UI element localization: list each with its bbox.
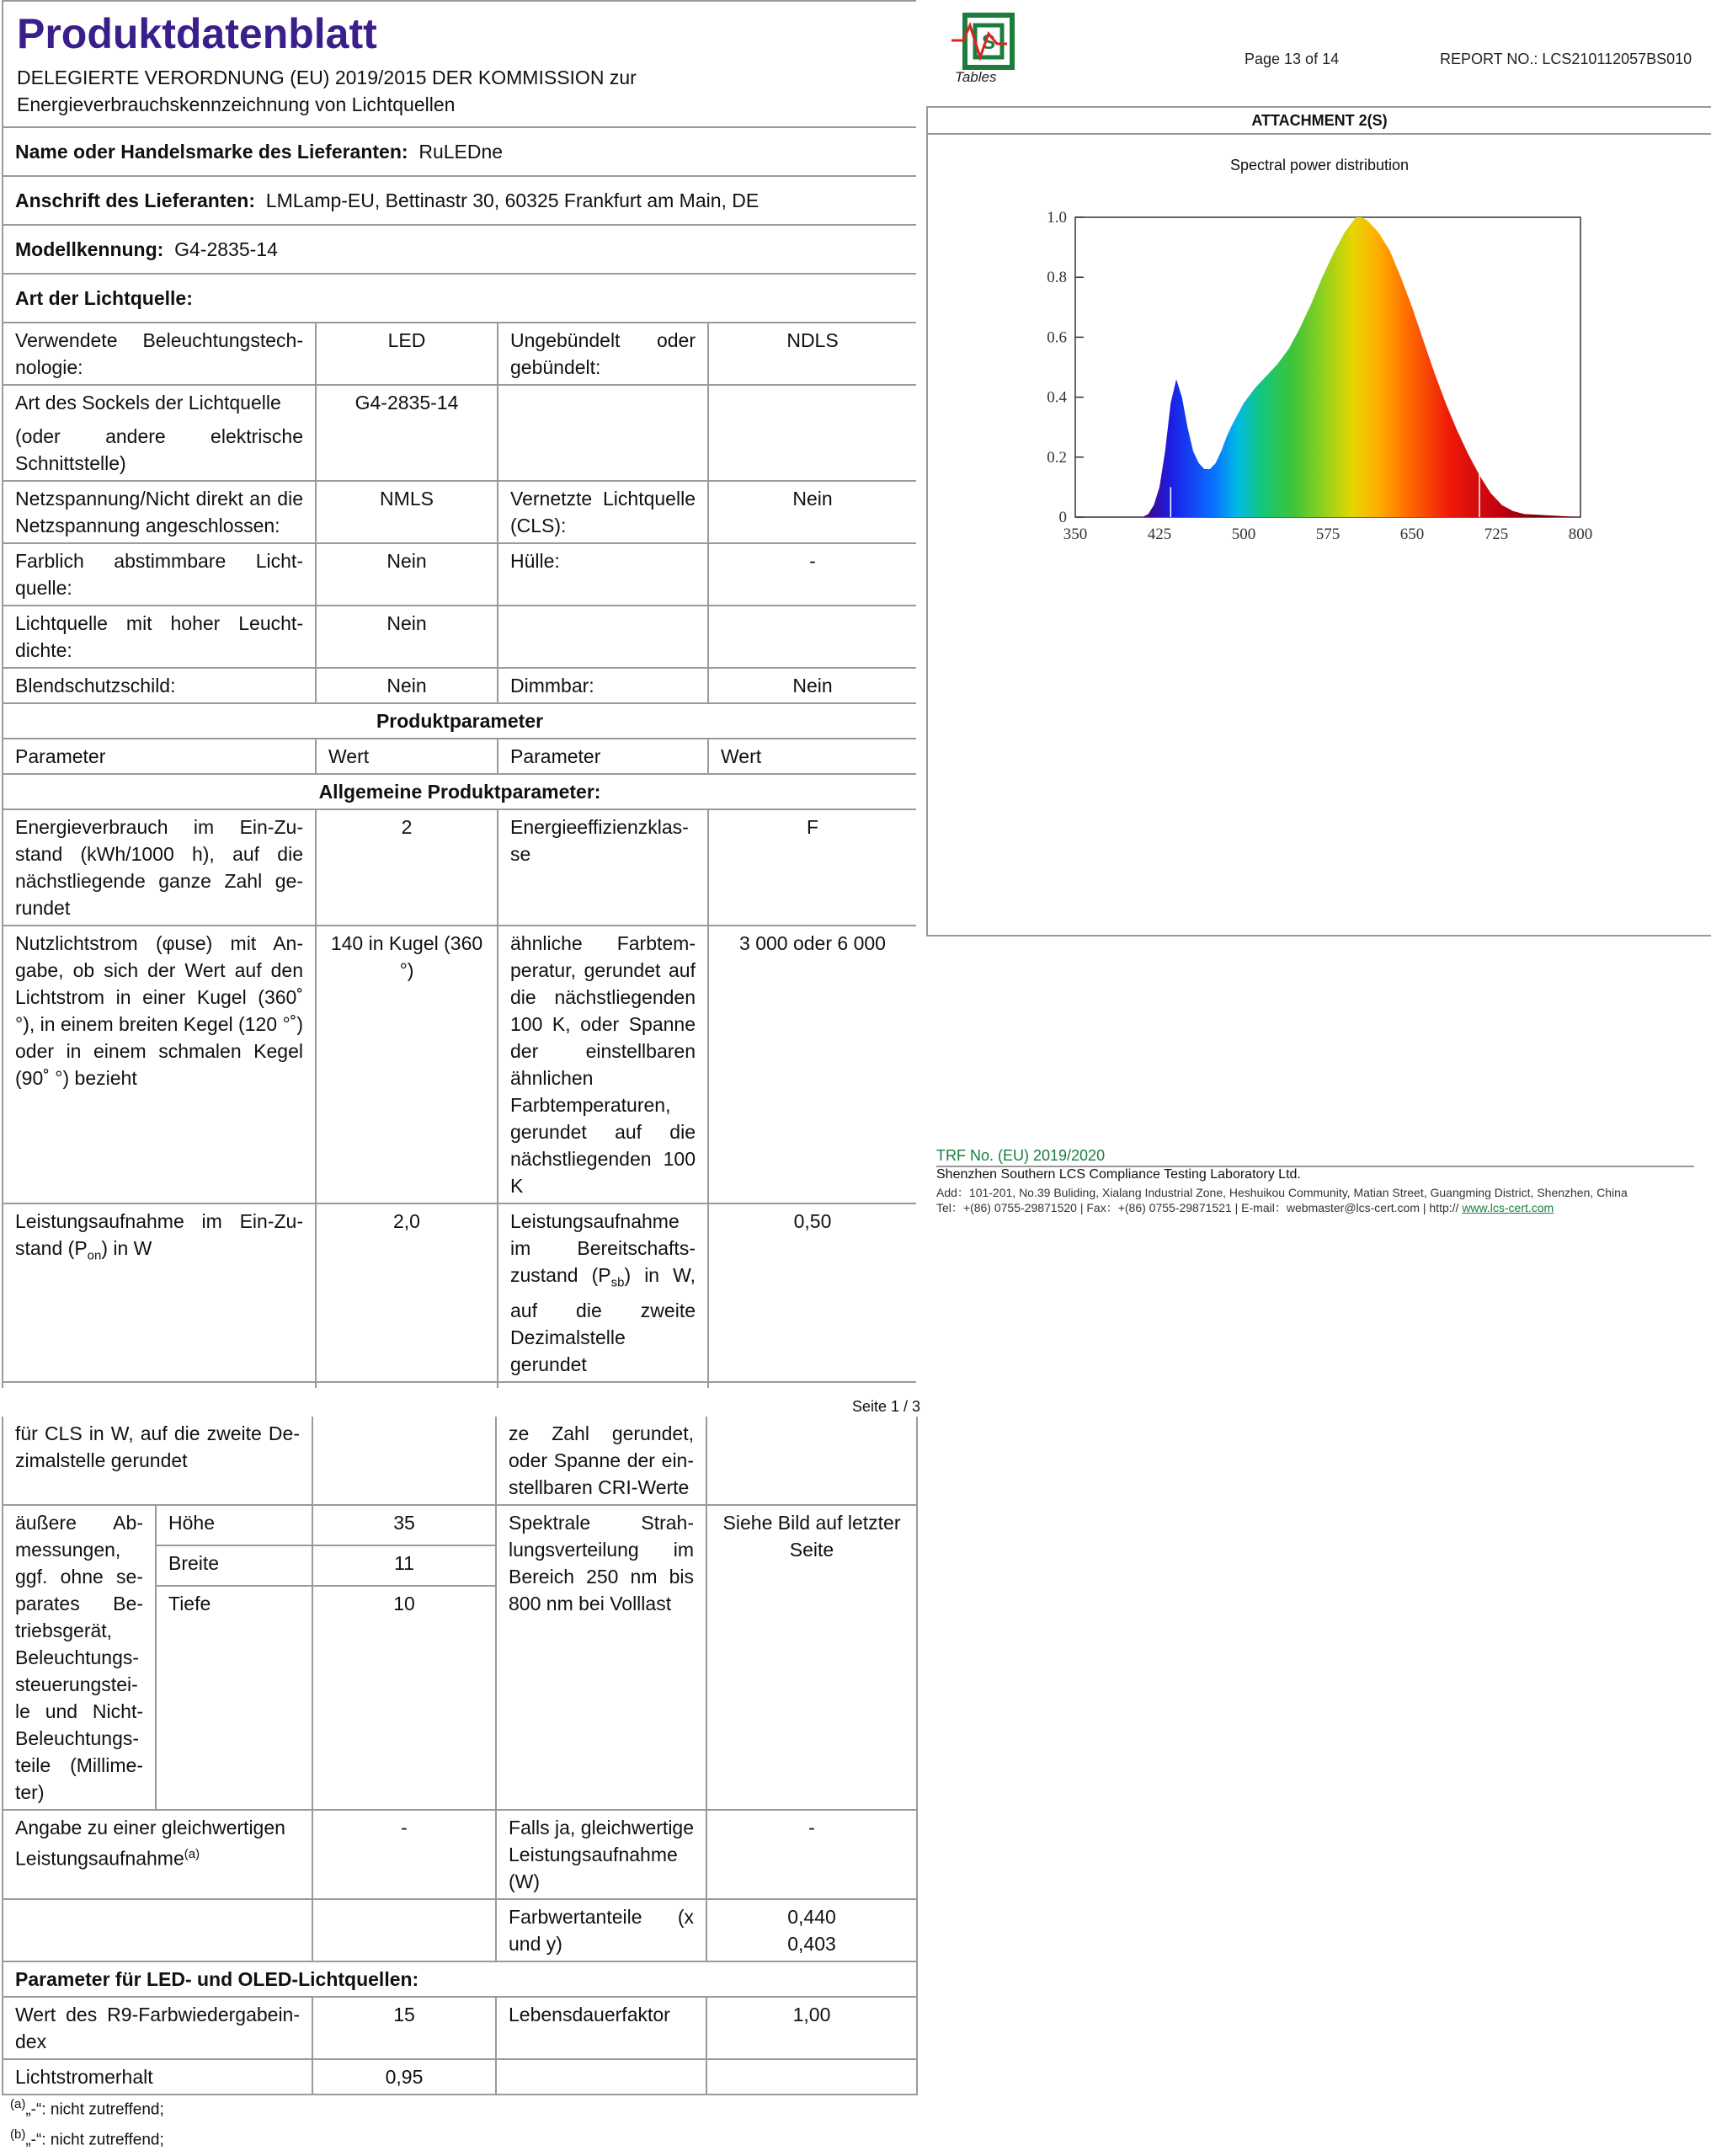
x-tick-425: 425	[1147, 526, 1172, 543]
depth-label: Tiefe	[156, 1586, 312, 1810]
report-number: REPORT NO.: LCS210112057BS010	[1440, 51, 1692, 67]
empty-cell	[708, 385, 916, 481]
x-tick-725: 725	[1484, 526, 1509, 543]
y-tick-0.2: 0.2	[1047, 448, 1067, 467]
tech-label: Verwendete Beleuchtungstechnologie:	[3, 323, 316, 385]
empty-cell	[312, 1417, 496, 1505]
lab-address: Add：101-201, No.39 Buliding, Xialang Industrial Zone, Heshuikou Community, Matian Street, Guangming District, Shenzhen, China	[936, 1186, 1628, 1199]
subtitle-line-1: DELEGIERTE VERORDNUNG (EU) 2019/2015 DER KOMMISSION zur	[17, 67, 637, 88]
spectrum-area	[1075, 217, 1580, 517]
light-type-label: Art der Lichtquelle:	[3, 274, 916, 323]
energy-class-value: F	[708, 809, 916, 926]
pnet-label	[3, 1382, 316, 1388]
width-value: 11	[312, 1545, 496, 1586]
supplier-address-value: LMLamp-EU, Bettinastr 30, 60325 Frankfurt am Main, DE	[265, 189, 760, 211]
model-value: G4-2835-14	[174, 238, 278, 260]
logo-caption: Tables	[955, 69, 997, 85]
model-row	[3, 225, 916, 274]
attachment-title: ATTACHMENT 2(S)	[928, 108, 1711, 135]
supplier-name-row	[3, 127, 916, 176]
cct-label: ähnliche Farbtemperatur, gerundet auf die nächstliegenden 100 K, oder Spanne der einstellbaren ähnlichen Farbtemperaturen, gerundet auf die nächstliegenden 100 K	[498, 926, 708, 1203]
bundled-label: Ungebündelt oder gebündelt:	[498, 323, 708, 385]
dimmable-label: Dimmbar:	[498, 668, 708, 703]
header-cell	[3, 1, 916, 127]
r9-label: Wert des R9-Farbwiedergabeindex	[3, 1997, 312, 2059]
empty-cell	[708, 606, 916, 668]
tech-value: LED	[316, 323, 498, 385]
datasheet-table-1	[2, 0, 916, 1388]
footnote-a-mark: (a)	[10, 2097, 26, 2111]
bundled-value: NDLS	[708, 323, 916, 385]
report-page: Page 13 of 14	[1245, 51, 1340, 67]
x-tick-650: 650	[1399, 526, 1425, 543]
footnote-b-mark: (b)	[10, 2127, 26, 2142]
led-params-title: Parameter für LED- und OLED-Lichtquellen:	[3, 1961, 917, 1997]
col-header-param: Parameter	[3, 739, 316, 774]
equiv-value: -	[312, 1810, 496, 1899]
pon-value: 2,0	[316, 1203, 498, 1382]
cls-value: Nein	[708, 481, 916, 543]
x-tick-350: 350	[1063, 526, 1088, 543]
empty-cell	[706, 2059, 917, 2095]
spectral-chart	[928, 200, 1711, 672]
supplier-name-label: Name oder Handelsmarke des Lieferanten:	[15, 141, 408, 163]
col-header-value-2: Wert	[708, 739, 916, 774]
mains-label: Netzspannung/Nicht direkt an die Netzspannung angeschlossen:	[3, 481, 316, 543]
pnet-label-cont: für CLS in W, auf die zweite Dezimalstelle gerundet	[3, 1417, 312, 1505]
trf-number: TRF No. (EU) 2019/2020	[936, 1147, 1106, 1164]
chroma-label: Farbwertanteile (x und y)	[496, 1899, 706, 1961]
x-tick-575: 575	[1315, 526, 1341, 543]
pon-label-text: Leistungsaufnahme im Ein-Zustand (P	[15, 1210, 303, 1259]
r9-value: 15	[312, 1997, 496, 2059]
footnote-a-text: „-“: nicht zutreffend;	[25, 2100, 164, 2119]
supplier-address-row	[3, 176, 916, 225]
lab-contact-text: Tel：+(86) 0755-29871520 | Fax：+(86) 0755-29871521 | E-mail：webmaster@lcs-cert.com | http://	[936, 1201, 1459, 1214]
datasheet-page-2	[2, 1417, 916, 2090]
lifetime-value: 1,00	[706, 1997, 917, 2059]
empty-cell	[498, 606, 708, 668]
equiv-label-sup: (a)	[184, 1847, 200, 1861]
equiv-label-text: Angabe zu einer gleichwertigen Leistungsaufnahme	[15, 1817, 285, 1870]
high-luminance-label: Lichtquelle mit hoher Leuchtdichte:	[3, 606, 316, 668]
product-params-title: Produktparameter	[3, 703, 916, 739]
energy-class-label: Energieeffizienzklasse	[498, 809, 708, 926]
datasheet-table-2	[2, 1417, 918, 2095]
footnote-a	[10, 2097, 164, 2119]
y-tick-0.8: 0.8	[1047, 269, 1067, 287]
cri-label-cont: ze Zahl gerundet, oder Spanne der einstellbaren CRI-Werte	[496, 1417, 706, 1505]
lab-name: Shenzhen Southern LCS Compliance Testing Laboratory Ltd.	[936, 1167, 1301, 1182]
chroma-value	[706, 1899, 917, 1961]
depth-value: 10	[312, 1586, 496, 1810]
col-header-param-2: Parameter	[498, 739, 708, 774]
x-tick-800: 800	[1568, 526, 1593, 543]
energy-value: 2	[316, 809, 498, 926]
chroma-x: 0,440	[787, 1906, 836, 1928]
flux-label: Nutzlichtstrom (φuse) mit Angabe, ob sich der Wert auf den Lichtstrom in einer Kugel (360˚ °), in einem breiten Kegel (120 °˚) oder in einem schmalen Kegel (90˚ °) bezieht	[3, 926, 316, 1203]
col-header-value: Wert	[316, 739, 498, 774]
mains-value: NMLS	[316, 481, 498, 543]
y-axis-ticks	[1047, 209, 1084, 526]
svg-text:S: S	[981, 31, 996, 54]
supplier-name-value: RuLEDne	[418, 141, 504, 163]
height-value: 35	[312, 1505, 496, 1545]
maintenance-label: Lichtstromerhalt	[3, 2059, 312, 2095]
y-tick-0.4: 0.4	[1047, 388, 1067, 407]
socket-label: Art des Sockels der Lichtquelle	[15, 392, 281, 414]
model-label: Modellkennung:	[15, 238, 164, 260]
pon-label-sub: on	[87, 1248, 102, 1263]
psb-label-sub: sb	[610, 1275, 625, 1290]
spd-value: Siehe Bild auf letzter Seite	[706, 1505, 917, 1810]
pon-label	[3, 1203, 316, 1382]
equiv-w-label: Falls ja, gleichwertige Leistungsaufnahme (W)	[496, 1810, 706, 1899]
width-label: Breite	[156, 1545, 312, 1586]
tunable-value: Nein	[316, 543, 498, 606]
energy-label: Energieverbrauch im Ein-Zustand (kWh/1000 h), auf die nächstliegende ganze Zahl gerundet	[3, 809, 316, 926]
psb-value: 0,50	[708, 1203, 916, 1382]
lifetime-label: Lebensdauerfaktor	[496, 1997, 706, 2059]
subtitle-line-2: Energieverbrauchskennzeichnung von Lichtquellen	[17, 93, 456, 115]
x-axis-ticks	[1063, 526, 1593, 543]
chroma-y: 0,403	[787, 1933, 836, 1955]
dims-label: äußere Abmessungen, ggf. ohne separates Betriebsgerät, Beleuchtungssteuerungsteile und Nicht-Beleuchtungsteile (Millimeter)	[3, 1505, 156, 1810]
equiv-w-value: -	[706, 1810, 917, 1899]
psb-label-end: ) in W, auf die zweite Dezimalstelle gerundet	[510, 1264, 696, 1375]
equiv-label	[3, 1810, 312, 1899]
footnote-b-text: „-“: nicht zutreffend;	[25, 2131, 164, 2149]
cri-label	[498, 1382, 708, 1388]
empty-cell	[498, 385, 708, 481]
y-tick-0.6: 0.6	[1047, 328, 1067, 347]
chart-title: Spectral power distribution	[1229, 157, 1410, 173]
lab-contact	[936, 1199, 1554, 1216]
empty-cell	[3, 1899, 312, 1961]
attachment-box	[926, 106, 1711, 937]
psb-label	[498, 1203, 708, 1382]
flux-value: 140 in Kugel (360 °)	[316, 926, 498, 1203]
psb-label-text: Leistungsaufnahme im Bereitschaftszustand (P	[510, 1210, 696, 1286]
envelope-label: Hülle:	[498, 543, 708, 606]
footnote-b	[10, 2127, 164, 2149]
pon-label-end: ) in W	[101, 1237, 152, 1259]
lab-website-link[interactable]: www.lcs-cert.com	[1462, 1201, 1554, 1214]
datasheet-page-1	[2, 0, 916, 1388]
general-params-title: Allgemeine Produktparameter:	[3, 774, 916, 809]
glare-label: Blendschutzschild:	[3, 668, 316, 703]
glare-value: Nein	[316, 668, 498, 703]
page-title: Produktdatenblatt	[17, 10, 377, 57]
height-label: Höhe	[156, 1505, 312, 1545]
empty-cell	[496, 2059, 706, 2095]
y-tick-1.0: 1.0	[1047, 209, 1067, 227]
tunable-label: Farblich abstimmbare Lichtquelle:	[3, 543, 316, 606]
socket-value: G4-2835-14	[316, 385, 498, 481]
socket-label-2: (oder andere elektrische Schnittstelle)	[15, 425, 303, 474]
y-tick-0: 0	[1058, 509, 1067, 526]
socket-label-cell	[3, 385, 316, 481]
x-tick-500: 500	[1231, 526, 1256, 543]
pnet-value	[316, 1382, 498, 1388]
high-luminance-value: Nein	[316, 606, 498, 668]
maintenance-value: 0,95	[312, 2059, 496, 2095]
page-number: Seite 1 / 3	[852, 1398, 921, 1415]
empty-cell	[706, 1417, 917, 1505]
envelope-value: -	[708, 543, 916, 606]
cct-value: 3 000 oder 6 000	[708, 926, 916, 1203]
dimmable-value: Nein	[708, 668, 916, 703]
cls-label: Vernetzte Lichtquelle (CLS):	[498, 481, 708, 543]
supplier-address-label: Anschrift des Lieferanten:	[15, 189, 255, 211]
spd-label: Spektrale Strahlungsverteilung im Bereich 250 nm bis 800 nm bei Volllast	[496, 1505, 706, 1810]
empty-cell	[312, 1899, 496, 1961]
cri-value	[708, 1382, 916, 1388]
